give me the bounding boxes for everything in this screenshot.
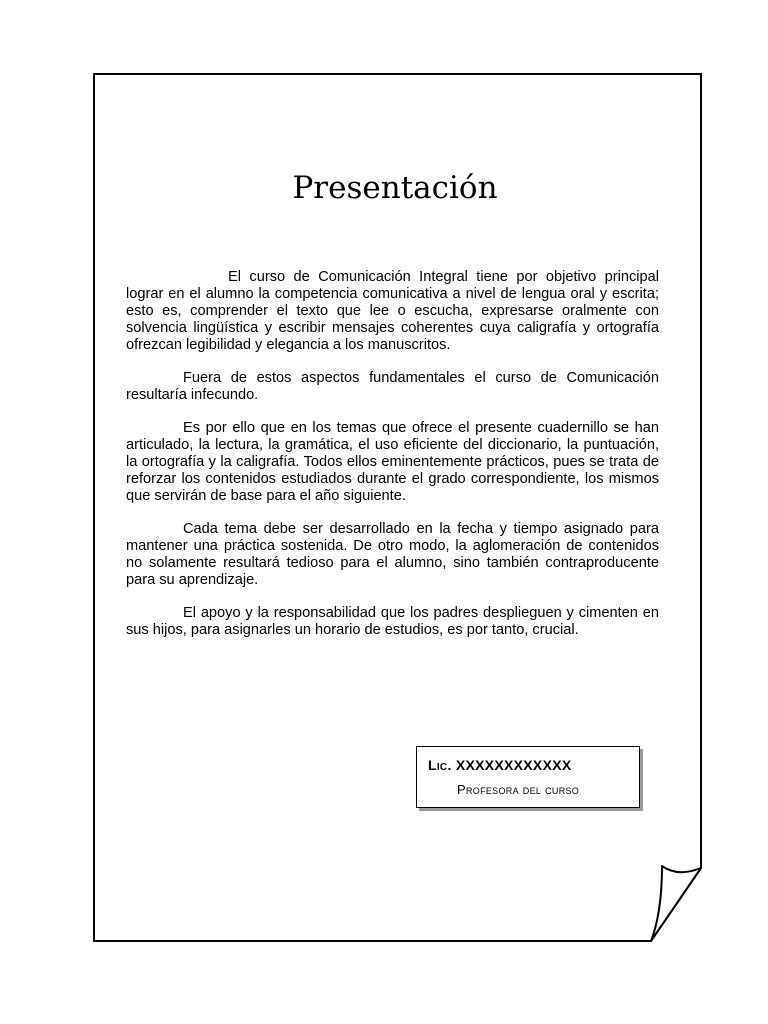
paragraph-1: El curso de Comunicación Integral tiene por objetivo principal lograr en el alumno la competencia comunicativa a nivel de lengua oral y escrita; esto es, comprender el texto que lee o escucha, expresarse oralmente con solvencia lingüística y escribir mensajes coherentes cuya caligrafía y ortografía ofrezcan legibilidad y elegancia a los manuscritos. [126, 269, 659, 353]
document-body [126, 269, 659, 655]
signature-role: Profesora del curso [457, 782, 580, 797]
paragraph-3: Es por ello que en los temas que ofrece el presente cuadernillo se han articulado, la lectura, la gramática, el uso eficiente del diccionario, la puntuación, la ortografía y la caligrafía. Todos ellos eminentemente prácticos, pues se trata de reforzar los contenidos estudiados durante el grado correspondiente, los mismos que servirán de base para el año siguiente. [126, 420, 659, 504]
signature-box [416, 746, 640, 808]
signature-name: Lic. XXXXXXXXXXXX [428, 757, 572, 773]
paragraph-2: Fuera de estos aspectos fundamentales el curso de Comunicación resultaría infecundo. [126, 370, 659, 403]
page-title: Presentación [292, 170, 498, 206]
paragraph-5: El apoyo y la responsabilidad que los padres desplieguen y cimenten en sus hijos, para asignarles un horario de estudios, es por tanto, crucial. [126, 605, 659, 638]
paragraph-4: Cada tema debe ser desarrollado en la fecha y tiempo asignado para mantener una práctica sostenida. De otro modo, la aglomeración de contenidos no solamente resultará tedioso para el alumno, sino también contraproducente para su aprendizaje. [126, 521, 659, 588]
